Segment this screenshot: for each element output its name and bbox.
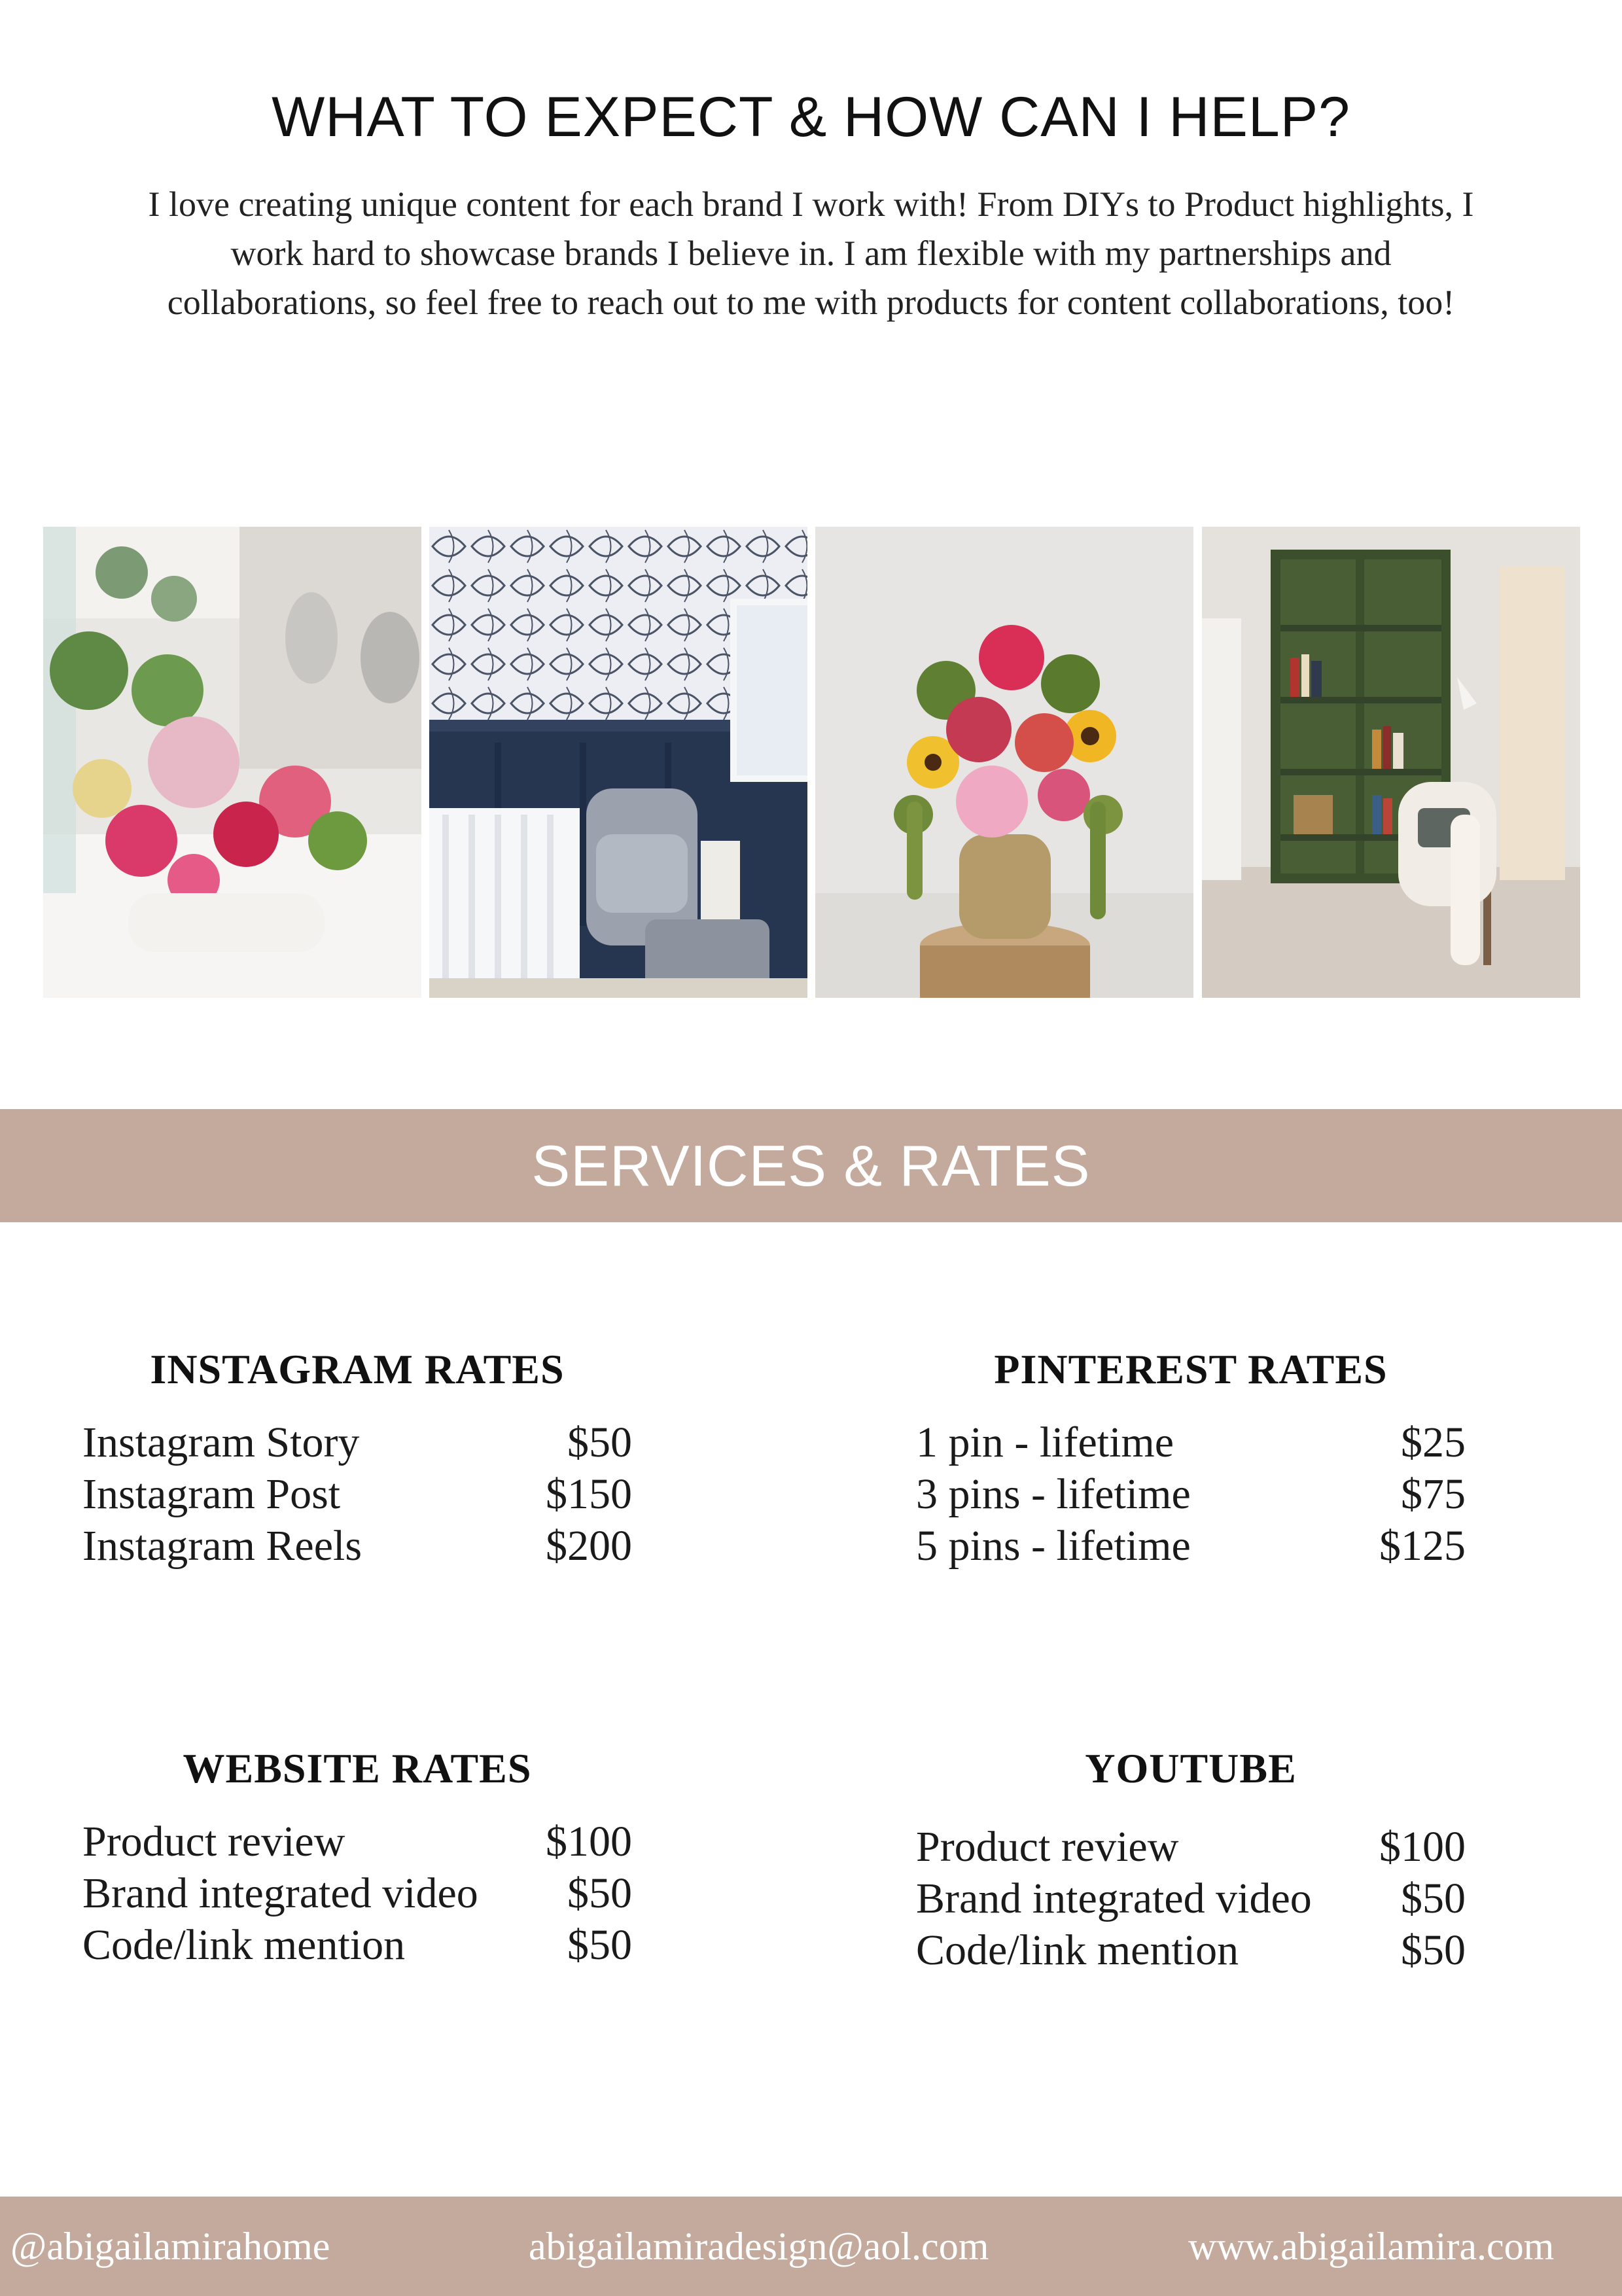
- rate-row: [916, 1417, 1466, 1468]
- photo-nursery: [429, 527, 807, 998]
- rate-row: [82, 1417, 632, 1468]
- rate-price: $125: [1379, 1522, 1466, 1570]
- rate-label: 3 pins - lifetime: [916, 1470, 1191, 1518]
- rate-label: Instagram Story: [82, 1419, 360, 1466]
- services-banner: [0, 1109, 1622, 1222]
- pinterest-rates-heading: PINTEREST RATES: [994, 1346, 1388, 1392]
- rate-label: 5 pins - lifetime: [916, 1522, 1191, 1570]
- rate-label: Product review: [82, 1818, 345, 1865]
- rate-price: $25: [1401, 1419, 1466, 1466]
- rate-price: $100: [1379, 1823, 1466, 1871]
- rate-row: [82, 1919, 632, 1971]
- rate-row: [82, 1468, 632, 1520]
- rate-price: $50: [1401, 1926, 1466, 1974]
- rate-row: [916, 1873, 1466, 1924]
- rate-label: Brand integrated video: [82, 1869, 478, 1917]
- rate-price: $150: [546, 1470, 632, 1518]
- page-title: WHAT TO EXPECT & HOW CAN I HELP?: [272, 86, 1350, 149]
- rate-row: [82, 1816, 632, 1867]
- photo-flower-arrangement: [43, 527, 421, 998]
- rate-row: [82, 1520, 632, 1572]
- rate-label: Instagram Post: [82, 1470, 341, 1518]
- rate-row: [916, 1468, 1466, 1520]
- website-rates: [82, 1742, 632, 1971]
- rate-price: $200: [546, 1522, 632, 1570]
- rate-label: Brand integrated video: [916, 1875, 1312, 1922]
- rate-row: [916, 1924, 1466, 1976]
- instagram-rates-heading: INSTAGRAM RATES: [150, 1346, 565, 1392]
- photo-gallery: [43, 527, 1580, 998]
- youtube-rates: [916, 1742, 1466, 1976]
- rate-label: Product review: [916, 1823, 1179, 1871]
- rate-row: [82, 1867, 632, 1919]
- intro-paragraph: I love creating unique content for each brand I work with! From DIYs to Product highlights, I work hard to showcase brands I believe in. I am flexible with my partnerships and collaborations, so feel free to reach out to me with products for content collaborations, too!: [148, 185, 1474, 322]
- website-link[interactable]: www.abigailamira.com: [1188, 2225, 1555, 2268]
- instagram-handle-link[interactable]: @abigailamirahome: [10, 2225, 330, 2268]
- contact-footer: [0, 2197, 1622, 2296]
- rate-price: $50: [1401, 1875, 1466, 1922]
- rate-row: [916, 1821, 1466, 1873]
- photo-bookshelf: [1202, 527, 1580, 998]
- website-rates-heading: WEBSITE RATES: [183, 1745, 532, 1792]
- rate-label: Code/link mention: [82, 1921, 406, 1969]
- instagram-rates: [82, 1343, 632, 1572]
- rate-label: 1 pin - lifetime: [916, 1419, 1174, 1466]
- rate-row: [916, 1520, 1466, 1572]
- photo-bouquet: [815, 527, 1193, 998]
- youtube-rates-heading: YOUTUBE: [1085, 1745, 1297, 1792]
- rate-label: Code/link mention: [916, 1926, 1239, 1974]
- rate-price: $100: [546, 1818, 632, 1865]
- rate-price: $50: [567, 1921, 632, 1969]
- pinterest-rates: [916, 1343, 1466, 1572]
- rate-price: $50: [567, 1419, 632, 1466]
- email-link[interactable]: abigailamiradesign@aol.com: [529, 2225, 989, 2268]
- rate-price: $75: [1401, 1470, 1466, 1518]
- rate-label: Instagram Reels: [82, 1522, 362, 1570]
- services-title: SERVICES & RATES: [531, 1133, 1091, 1198]
- rate-price: $50: [567, 1869, 632, 1917]
